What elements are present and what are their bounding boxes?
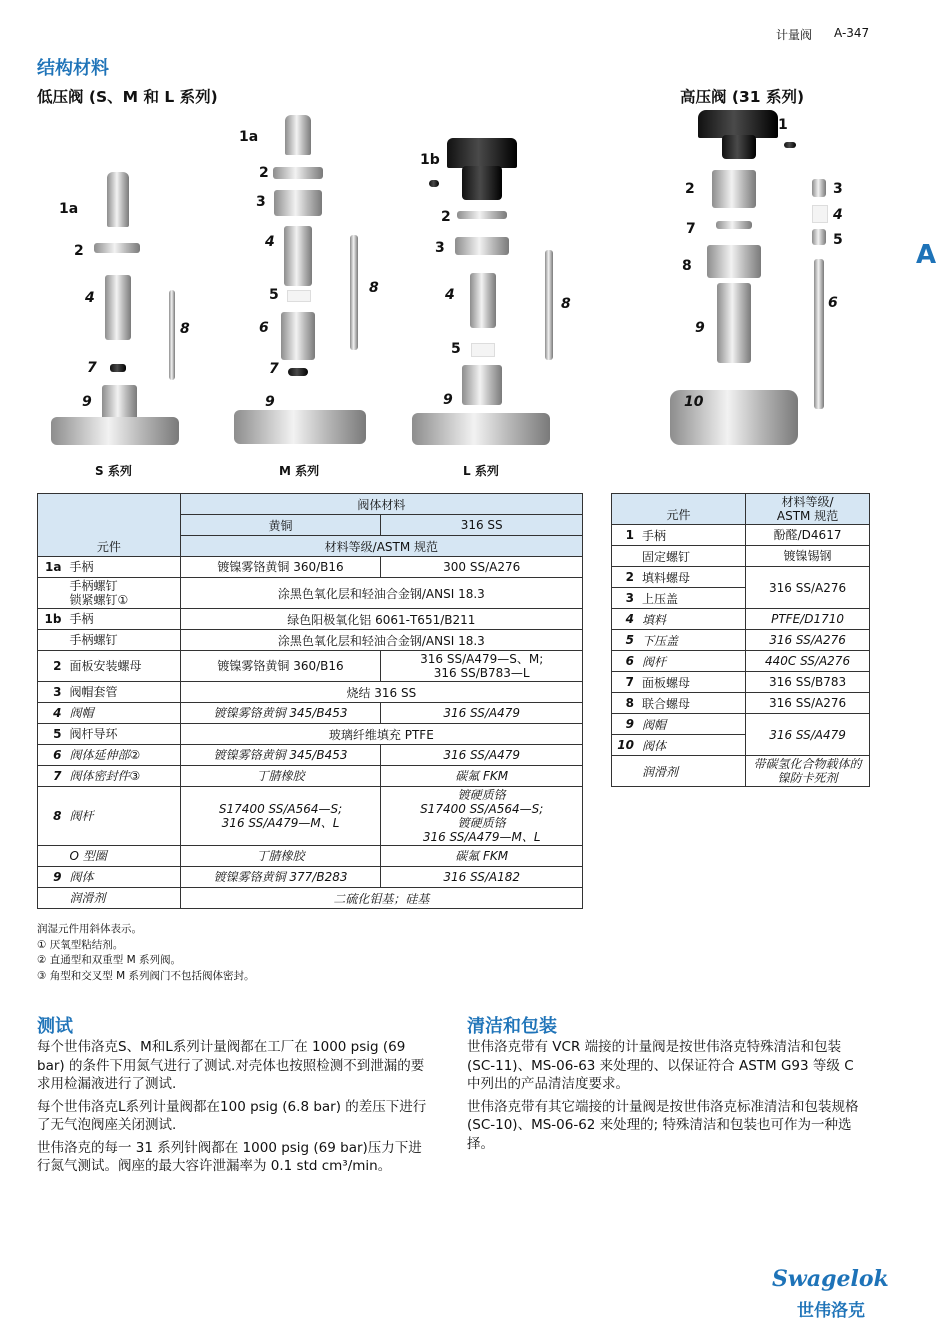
- paragraph: 世伟洛克的每一 31 系列针阀都在 1000 psig (69 bar)压力下进行氮气测试。阀座的最大容许泄漏率为 0.1 std cm³/min。: [37, 1139, 422, 1174]
- row-component: 填料螺母: [638, 567, 746, 588]
- row-material: 二硫化钼基；硅基: [180, 888, 582, 909]
- paragraph: 世伟洛克带有 VCR 端接的计量阀是按世伟洛克特殊清洁和包装 (SC-11)、MS-06-63 来处理的、以保证符合 ASTM G93 等级 C 中列出的产品清洁度要求。: [467, 1039, 854, 1092]
- row-316ss: 碳氟 FKM: [381, 846, 583, 867]
- table-row: [38, 888, 583, 909]
- row-number: 6: [612, 651, 638, 672]
- row-316ss: 316 SS/A182: [381, 867, 583, 888]
- high-pressure-valve-figure: [660, 105, 860, 470]
- paragraph: 世伟洛克带有其它端接的计量阀是按世伟洛克标准清洁和包装规格 (SC-10)、MS-06-62 来处理的; 特殊清洁和包装也可作为一种选择。: [467, 1098, 859, 1152]
- row-component: 下压盖: [638, 630, 746, 651]
- callout-label: 8: [561, 296, 571, 312]
- note: ③ 角型和交叉型 M 系列阀门不包括阀体密封。: [37, 969, 255, 982]
- row-material: 烧结 316 SS: [180, 682, 582, 703]
- m-series-caption: M 系列: [279, 464, 320, 478]
- col-body-material: 阀体材料: [180, 494, 582, 515]
- section-title: 结构材料: [37, 58, 109, 79]
- row-component: 固定螺钉: [638, 546, 746, 567]
- table-row: [612, 609, 870, 630]
- table-row: [38, 846, 583, 867]
- callout-label: 1a: [59, 201, 79, 217]
- row-number: [38, 846, 66, 867]
- row-component: 手柄: [65, 609, 180, 630]
- row-brass: 丁腈橡胶: [180, 846, 381, 867]
- row-316ss: 316 SS/A479: [381, 703, 583, 724]
- paragraph: 每个世伟洛克S、M和L系列计量阀都在工厂在 1000 psig (69 bar) 的条件下用氮气进行了测试.对壳体也按照检测不到泄漏的要求用检漏液进行了测试.: [37, 1039, 425, 1092]
- row-number: 5: [612, 630, 638, 651]
- row-material: 镀镍锡钢: [746, 546, 870, 567]
- table-row: [612, 693, 870, 714]
- callout-label: 8: [369, 280, 379, 296]
- callout-label: 7: [269, 361, 279, 377]
- callout-label: 1a: [239, 129, 259, 145]
- row-component: 润滑剂: [638, 756, 746, 787]
- row-component: 阀杆导环: [65, 724, 180, 745]
- table-row: [38, 651, 583, 682]
- col-grade: 材料等级/ASTM 规范: [180, 536, 582, 557]
- row-number: [38, 578, 66, 609]
- row-number: 3: [38, 682, 66, 703]
- callout-label: 4: [85, 290, 95, 306]
- row-number: 1: [612, 525, 638, 546]
- callout-label: 4: [265, 234, 275, 250]
- row-material: 440C SS/A276: [746, 651, 870, 672]
- row-component: 阀帽: [65, 703, 180, 724]
- row-number: 9: [38, 867, 66, 888]
- row-number: 7: [38, 766, 66, 787]
- row-component: 面板安装螺母: [65, 651, 180, 682]
- low-pressure-valve-figure: [37, 110, 587, 485]
- col-brass: 黄铜: [180, 515, 381, 536]
- row-number: [38, 888, 66, 909]
- row-number: [612, 756, 638, 787]
- side-tab: A: [916, 240, 937, 270]
- high-pressure-materials-table: [611, 493, 870, 787]
- table-row: [612, 525, 870, 546]
- swagelok-logo-cn: 世伟洛克: [797, 1301, 865, 1321]
- callout-label: 6: [828, 295, 838, 311]
- row-number: 7: [612, 672, 638, 693]
- row-material: 涂黑色氧化层和轻油合金钢/ANSI 18.3: [180, 578, 582, 609]
- row-component: 手柄螺钉: [65, 630, 180, 651]
- paragraph: 每个世伟洛克L系列计量阀都在100 psig (6.8 bar) 的差压下进行了无气泡阀座关闭测试.: [37, 1098, 427, 1133]
- callout-label: 9: [695, 320, 705, 336]
- row-component: 手柄: [65, 557, 180, 578]
- table-row: [38, 724, 583, 745]
- col-component: 元件: [612, 494, 746, 525]
- callout-label: 2: [441, 209, 451, 225]
- row-number: [612, 546, 638, 567]
- table-row: [38, 787, 583, 846]
- table-row: [38, 609, 583, 630]
- row-component: 阀体密封件③: [65, 766, 180, 787]
- note: 润湿元件用斜体表示。: [37, 923, 142, 935]
- table-row: [38, 703, 583, 724]
- row-material: 酚醛/D4617: [746, 525, 870, 546]
- row-material: 316 SS/A276: [746, 693, 870, 714]
- row-number: 8: [38, 787, 66, 846]
- row-material: PTFE/D1710: [746, 609, 870, 630]
- row-number: 2: [38, 651, 66, 682]
- callout-label: 5: [269, 287, 279, 303]
- row-brass: 镀镍雾铬黄铜 360/B16: [180, 557, 381, 578]
- l-series-caption: L 系列: [463, 464, 499, 478]
- row-number: 1b: [38, 609, 66, 630]
- note: ② 直通型和双重型 M 系列阀。: [37, 954, 181, 966]
- table-row: [38, 630, 583, 651]
- callout-label: 2: [685, 181, 695, 197]
- row-component: 阀帽套管: [65, 682, 180, 703]
- callout-label: 7: [87, 360, 97, 376]
- low-pressure-materials-table: [37, 493, 583, 909]
- callout-label: 3: [435, 240, 445, 256]
- row-number: 4: [38, 703, 66, 724]
- table-row: [612, 756, 870, 787]
- row-brass: 丁腈橡胶: [180, 766, 381, 787]
- table-row: [612, 630, 870, 651]
- row-material: 316 SS/A276: [746, 567, 870, 609]
- callout-label: 5: [451, 341, 461, 357]
- row-material: 涂黑色氧化层和轻油合金钢/ANSI 18.3: [180, 630, 582, 651]
- callout-label: 1: [778, 117, 788, 133]
- table-row: [38, 682, 583, 703]
- row-brass: 镀镍雾铬黄铜 345/B453: [180, 745, 381, 766]
- row-number: 6: [38, 745, 66, 766]
- callout-label: 7: [686, 221, 696, 237]
- row-number: 2: [612, 567, 638, 588]
- callout-label: 2: [259, 165, 269, 181]
- row-number: 4: [612, 609, 638, 630]
- row-component: 阀体: [65, 867, 180, 888]
- row-component: 上压盖: [638, 588, 746, 609]
- row-component: 阀体: [638, 735, 746, 756]
- callout-label: 4: [445, 287, 455, 303]
- row-material: 316 SS/A479: [746, 714, 870, 756]
- row-316ss: 300 SS/A276: [381, 557, 583, 578]
- row-brass: 镀镍雾铬黄铜 360/B16: [180, 651, 381, 682]
- row-316ss: 316 SS/A479—S、M; 316 SS/B783—L: [381, 651, 583, 682]
- row-component: 手柄: [638, 525, 746, 546]
- callout-label: 6: [259, 320, 269, 336]
- low-pressure-title: 低压阀 (S、M 和 L 系列): [37, 88, 218, 106]
- col-316ss: 316 SS: [381, 515, 583, 536]
- row-material: 316 SS/B783: [746, 672, 870, 693]
- row-material: 带碳氢化合物载体的 镍防卡死剂: [746, 756, 870, 787]
- callout-label: 5: [833, 232, 843, 248]
- row-component: 阀杆: [638, 651, 746, 672]
- row-number: 10: [612, 735, 638, 756]
- row-316ss: 镀硬质铬 S17400 SS/A564—S; 镀硬质铬 316 SS/A479—M、L: [381, 787, 583, 846]
- table-row: [38, 578, 583, 609]
- testing-body: [37, 1038, 432, 1180]
- note: ① 厌氧型粘结剂。: [37, 938, 124, 951]
- row-number: 1a: [38, 557, 66, 578]
- row-brass: 镀镍雾铬黄铜 377/B283: [180, 867, 381, 888]
- table-row: [612, 546, 870, 567]
- header-section: 计量阀: [776, 28, 813, 42]
- table-notes: [37, 922, 255, 984]
- row-number: 8: [612, 693, 638, 714]
- row-component: 填料: [638, 609, 746, 630]
- cleaning-title: 清洁和包装: [467, 1016, 557, 1037]
- callout-label: 10: [684, 394, 704, 410]
- row-316ss: 碳氟 FKM: [381, 766, 583, 787]
- callout-label: 4: [833, 207, 843, 223]
- col-grade: 材料等级/ ASTM 规范: [746, 494, 870, 525]
- row-316ss: 316 SS/A479: [381, 745, 583, 766]
- row-component: 阀杆: [65, 787, 180, 846]
- row-number: [38, 630, 66, 651]
- callout-label: 9: [82, 394, 92, 410]
- callout-label: 8: [180, 321, 190, 337]
- row-component: 阀体延伸部②: [65, 745, 180, 766]
- row-component: 阀帽: [638, 714, 746, 735]
- row-brass: S17400 SS/A564—S; 316 SS/A479—M、L: [180, 787, 381, 846]
- callout-label: 3: [256, 194, 266, 210]
- callout-label: 3: [833, 181, 843, 197]
- col-component: 元件: [38, 494, 181, 557]
- callout-label: 2: [74, 243, 84, 259]
- high-pressure-title: 高压阀 (31 系列): [680, 88, 805, 106]
- row-number: 5: [38, 724, 66, 745]
- row-number: 3: [612, 588, 638, 609]
- row-material: 绿色阳极氧化铝 6061-T651/B211: [180, 609, 582, 630]
- table-row: [38, 745, 583, 766]
- row-material: 玻璃纤维填充 PTFE: [180, 724, 582, 745]
- table-row: [612, 567, 870, 588]
- s-series-caption: S 系列: [95, 464, 132, 478]
- row-component: 手柄螺钉 锁紧螺钉①: [65, 578, 180, 609]
- page-number: A-347: [834, 26, 870, 40]
- row-component: O 型圈: [65, 846, 180, 867]
- cleaning-body: [467, 1038, 867, 1157]
- table-row: [612, 714, 870, 735]
- row-number: 9: [612, 714, 638, 735]
- row-component: 面板螺母: [638, 672, 746, 693]
- callout-label: 1b: [420, 152, 440, 168]
- row-brass: 镀镍雾铬黄铜 345/B453: [180, 703, 381, 724]
- testing-title: 测试: [37, 1016, 73, 1037]
- row-component: 联合螺母: [638, 693, 746, 714]
- table-row: [38, 557, 583, 578]
- swagelok-logo: Swagelok: [772, 1266, 889, 1292]
- row-component: 润滑剂: [65, 888, 180, 909]
- callout-label: 8: [682, 258, 692, 274]
- table-row: [612, 651, 870, 672]
- table-row: [38, 766, 583, 787]
- table-row: [612, 672, 870, 693]
- row-material: 316 SS/A276: [746, 630, 870, 651]
- table-row: [38, 867, 583, 888]
- callout-label: 9: [443, 392, 453, 408]
- callout-label: 9: [265, 394, 275, 410]
